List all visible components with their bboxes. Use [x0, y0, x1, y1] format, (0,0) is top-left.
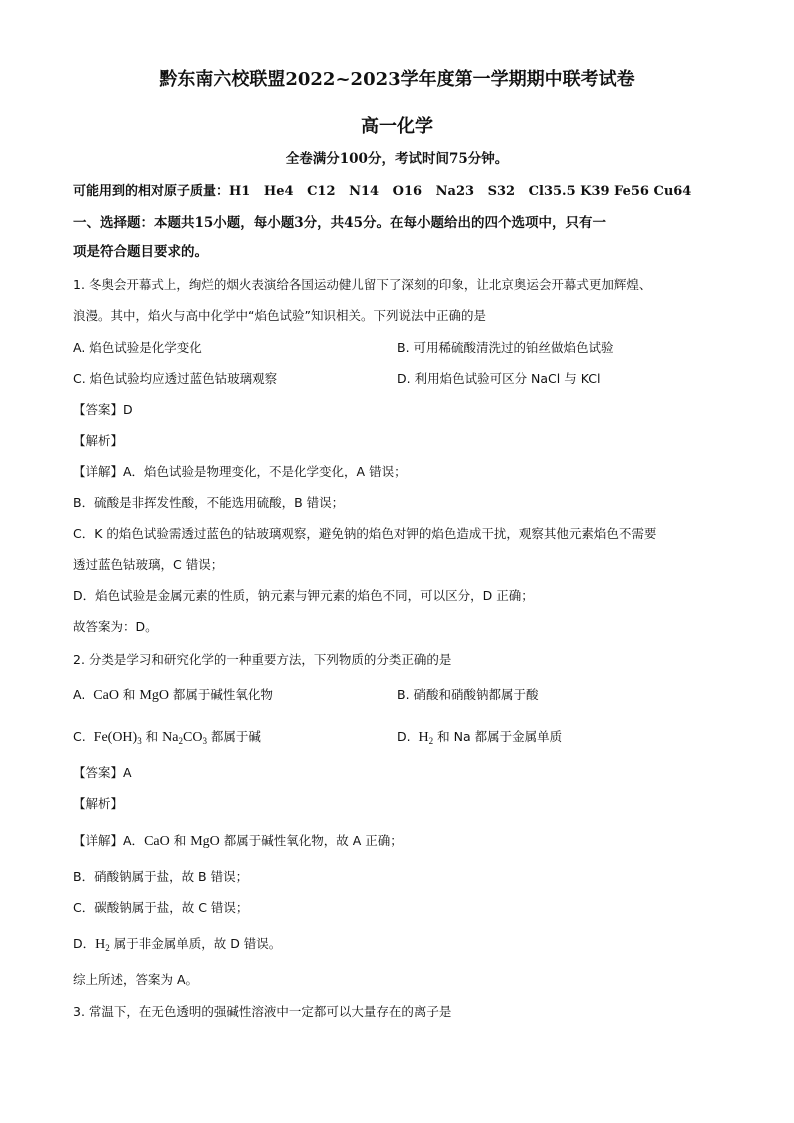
q1-option-b: B. 可用稀硫酸清洗过的铂丝做焰色试验 — [397, 340, 614, 355]
q2-option-a: A. CaO 和 MgO 都属于碱性氧化物 — [73, 687, 273, 703]
q1-stem-line1: 1. 冬奥会开幕式上，绚烂的烟火表演给各国运动健儿留下了深刻的印象，让北京奥运会开幕式更加辉煌、 — [73, 277, 652, 292]
q2-detail-line: B．硝酸钠属于盐，故 B 错误； — [73, 869, 249, 884]
formula-h2: $H_2$ — [418, 730, 434, 746]
q2-stem: 2. 分类是学习和研究化学的一种重要方法，下列物质的分类正确的是 — [73, 652, 452, 667]
subject-title: 高一化学 — [361, 116, 433, 137]
formula-cao: CaO — [93, 688, 119, 703]
q2-answer: 【答案】A — [73, 765, 132, 780]
formula-mgo: MgO — [139, 688, 169, 703]
q1-option-a: A. 焰色试验是化学变化 — [73, 340, 202, 355]
q2-summary: 综上所述，答案为 A。 — [73, 972, 199, 987]
q2-detail-line: D．$H_2$ 属于非金属单质，故 D 错误。 — [73, 936, 282, 953]
section-heading-line2: 项是符合题目要求的。 — [73, 244, 208, 260]
q1-detail-line: C．K 的焰色试验需透过蓝色的钴玻璃观察，避免钠的焰色对钾的焰色造成干扰，观察其他元素焰色不需要 — [73, 526, 657, 541]
q1-stem-line2: 浪漫。其中，焰火与高中化学中“焰色试验”知识相关。下列说法中正确的是 — [73, 308, 486, 323]
q2-analysis-label: 【解析】 — [73, 796, 124, 811]
q1-option-d: D. 利用焰色试验可区分 NaCl 与 KCl — [397, 371, 601, 386]
q2-option-b: B. 硝酸和硝酸钠都属于酸 — [397, 687, 539, 702]
q1-analysis-label: 【解析】 — [73, 433, 124, 448]
q1-detail-line: 透过蓝色钴玻璃，C 错误； — [73, 557, 224, 572]
q1-detail-line: 故答案为：D。 — [73, 619, 158, 634]
q1-answer: 【答案】D — [73, 402, 133, 417]
q1-detail-line: D．焰色试验是金属元素的性质，钠元素与钾元素的焰色不同，可以区分，D 正确； — [73, 588, 534, 603]
exam-title: 黔东南六校联盟2022~2023学年度第一学期期中联考试卷 — [159, 69, 635, 90]
q1-option-c: C. 焰色试验均应透过蓝色钴玻璃观察 — [73, 371, 278, 386]
q2-option-c: C. $Fe(OH)_3$ 和 $Na_2CO_3$ 都属于碱 — [73, 729, 261, 746]
q2-detail-line: C．碳酸钠属于盐，故 C 错误； — [73, 900, 249, 915]
q1-detail-line: 【详解】A．焰色试验是物理变化，不是化学变化，A 错误； — [73, 464, 407, 479]
formula-feoh3: $Fe(OH)_3$ — [93, 730, 142, 746]
exam-info: 全卷满分100分，考试时间75分钟。 — [285, 151, 509, 167]
q2-detail-line: 【详解】A．CaO 和 MgO 都属于碱性氧化物，故 A 正确； — [73, 833, 403, 849]
q1-detail-line: B．硫酸是非挥发性酸，不能选用硫酸，B 错误； — [73, 495, 345, 510]
section-heading-line1: 一、选择题：本题共15小题，每小题3分，共45分。在每小题给出的四个选项中，只有一 — [73, 215, 606, 231]
q3-stem: 3. 常温下，在无色透明的强碱性溶液中一定都可以大量存在的离子是 — [73, 1004, 452, 1019]
q2-option-d: D. $H_2$ 和 Na 都属于金属单质 — [397, 729, 563, 746]
formula-na2co3: $Na_2CO_3$ — [162, 730, 207, 746]
atomic-masses: 可能用到的相对原子质量：H1 He4 C12 N14 O16 Na23 S32 Cl35.5 K39 Fe56 Cu64 — [73, 184, 692, 199]
